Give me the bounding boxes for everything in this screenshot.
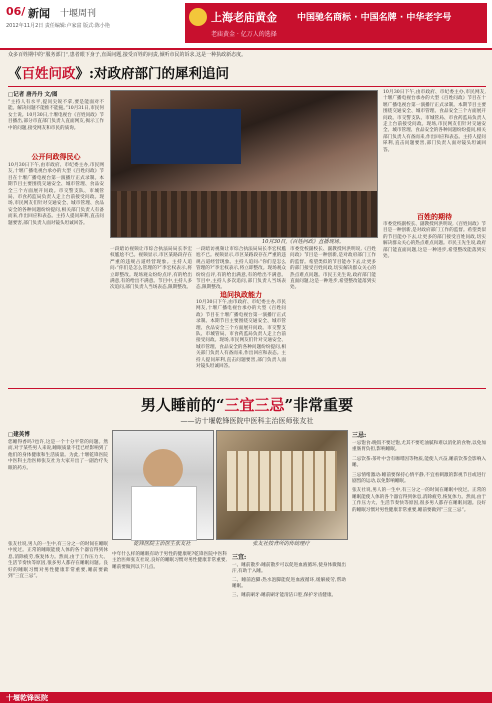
article1-lead: “主持人有水平,提问尖锐不拿,要是能面对不能。解决问题不能推不能拖。”10月31日,市民何女士说。10月30日,十堰电视台《百姓问政》节目播出,部分市直部门负责人直面网友,揭示工作中的问题,接受网友和市民的质询。: [8, 100, 104, 131]
health-subtitle: ——访十堰乾锋医院中医科主治医师张友社: [180, 417, 314, 425]
ji-title: 三忌:: [352, 432, 367, 439]
yi-item-1: 一、睡前散步:睡前散步可以促进血液循环,使身体微微出汗,有助于入睡。: [232, 563, 346, 575]
yi-item-3: 三、睡前刷牙:睡前刷牙能清洁口腔,保护牙齿健康。: [232, 592, 337, 598]
ad-slogan: 中国驰名商标 · 中国名牌 · 中华老字号: [297, 13, 452, 23]
reporter-byline: □记者 唐丹丹 文/图: [8, 92, 58, 98]
headline-rules: 三宜三忌: [224, 396, 285, 414]
audience: [111, 191, 377, 237]
ji-extra: 张友社说,男人的一生中,有三分之一的时间在睡眠中度过。正常的睡眠能使人体的各个器官得到休息,消除疲劳,恢复体力。然而,由于工作压力大、生活节奏快等原因,很多男人都存在睡眠问题。良好的睡眠习惯对男性健康非常重要,睡前要做到“三宜三忌”。: [352, 488, 486, 513]
section-name: 新闻: [28, 7, 50, 20]
doctor-caption: 乾锋医院主治医生张友社: [133, 541, 191, 547]
article1-col4: 市委党校副校长、副教授何洪明说,《百姓问政》节目是一种创新,是对政府部门工作的监督。希望类似的节目能办下去,让更多的部门接受百姓问政,切实解决群众关心的热点难点问题。市民王先生说,政府部门能直面问题,这是一种进步,希望整改能落到实处。: [290, 247, 376, 291]
article1-col5: 10月30日下午,由市政府、市纪委主办,市民网友,十堰广播电视台承办的大型《百姓问政》节目在十堰广播电视台第一演播厅正式录制。本期节目主要围绕交通安全、城市管理、食品安全三个方面展开问政。市交警支队、市城管局、市食药监局负责人走上台前接受问政。现场,市民网友们针对交通安全、城市管理、食品安全的各种问题纷纷提问,相关部门负责人有备而来,作出回应和表态。主持人提问犀利,直击问题要害,部门负责人面对镜头坦诚回答。: [383, 90, 486, 153]
ji-item-1: 一忌饱食:晚饭不要过饱,尤其不要吃油腻和难以消化的食物,以免加重肠胃负担,影响睡眠。: [352, 441, 486, 453]
photo-caption: 10月30日,《百姓问政》直播现场。: [261, 239, 345, 245]
health-body3: 中年什么样的睡眠有助于男性的健康呢?乾锋医院中医科主治医师张友社说,良好的睡眠习惯对男性健康非常重要,睡前要做到以下几点。: [112, 552, 227, 570]
subhead-capability: 追问执政能力: [220, 290, 262, 299]
masthead: [0, 0, 492, 50]
ad-subline: 老庙黄金 · 亿万人的选择: [211, 31, 277, 38]
divider: [8, 86, 486, 87]
health-body2: 张友社说,男人的一生中,有三分之一的时间在睡眠中度过。正常的睡眠能使人体的各个器官得到休息,消除疲劳,恢复体力。然而,由于工作压力大、生活节奏快等原因,很多男人都存在睡眠问题。良好的睡眠习惯对男性健康非常重要,睡前要做到“三宜三忌”。: [8, 542, 108, 580]
therapy-caption: 张友社按背所的传统理疗: [252, 541, 310, 547]
health-headline: 男人睡前的“三宜三忌”非常重要: [140, 396, 354, 414]
page-number: 06/: [6, 5, 26, 18]
stage-screen: [131, 109, 241, 164]
footer-ad-text: 十堰乾锋医院: [6, 693, 48, 702]
article1-col3b: 10月30日下午,由市政府、市纪委主办,市民网友,十堰广播电视台承办的大型《百姓问政》节目在十堰广播电视台第一演播厅正式录制。本期节目主要围绕交通安全、城市管理、食品安全三个方面展开问政。市交警支队、市城管局、市食药监局负责人走上台前接受问政。现场,市民网友们针对交通安全、城市管理、食品安全的各种问题纷纷提问,相关部门负责人有备而来,作出回应和表态。主持人提问犀利,直击问题要害,部门负责人面对镜头坦诚回答。: [196, 300, 286, 370]
ji-item-3: 三忌情绪激动:睡前要保持心情平静,不宜看刺激的影视节目或进行剧烈的运动,以免影响睡眠。: [352, 472, 486, 485]
ji-item-2: 二忌饮茶:茶叶中含有咖啡因等物质,能使人兴奋,睡前饮茶会影响入睡。: [352, 456, 486, 469]
doctor-figure: [143, 449, 183, 489]
doctor-photo: [112, 430, 214, 540]
yi-item-2: 二、睡前泡脚:热水泡脚能促进血液循环,缓解疲劳,帮助睡眠。: [232, 577, 346, 590]
article1-col5b: 市委党校副校长、副教授何洪明说,《百姓问政》节目是一种创新,是对政府部门工作的监督。希望类似的节目能办下去,让更多的部门接受百姓问政,切实解决群众关心的热点难点问题。市民王先生说,政府部门能直面问题,这是一种进步,希望整改能落到实处。: [383, 222, 486, 260]
article1-body1: 10月30日下午,由市政府、市纪委主办,市民网友,十堰广播电视台承办的大型《百姓问政》节目在十堰广播电视台第一演播厅正式录制。本期节目主要围绕交通安全、城市管理、食品安全三个方面展开问政。市交警支队、市城管局、市食药监局负责人走上台前接受问政。现场,市民网友们针对交通安全、城市管理、食品安全的各种问题纷纷提问,相关部门负责人有备而来,作出回应和表态。主持人提问犀利,直击问题要害,部门负责人面对镜头坦诚回答。: [8, 163, 104, 226]
article1-col2: 一段暗访视频让市综合执法局局长李宏权尴尬不已。视频显示,市区某路段存在严重的违规占道经营现象。主持人追问:“你们是怎么管理的?”李宏权表示,将立即整改。现场观众纷纷点评,有的给出满意,有的给出不满意。节目中,主持人多次追问,部门负责人当场表态,限期整改。: [110, 247, 192, 291]
ji-section: [352, 430, 486, 608]
divider-2: [8, 388, 486, 389]
health-body1: 您睡得香吗?也许,这是一个十分平常的问题。然而,对于某些男人来说,睡眠质量不佳已经影响到了他们的身体健康和生活质量。为此,十堰乾锋医院中医科主治医师张友社为大家开出了一副治疗失眠的药方。: [8, 440, 108, 471]
footer-ad: [0, 692, 492, 703]
article-headline: 《百姓问政》:对政府部门的犀利追问: [8, 66, 229, 82]
studio-photo: [110, 90, 378, 238]
ad-brand: 上海老庙黄金: [211, 11, 277, 24]
yi-section: [232, 552, 346, 599]
subhead-public-inquiry: 公开问政得民心: [31, 152, 81, 161]
article1-col3: 一段暗访视频让市综合执法局局长李宏权尴尬不已。视频显示,市区某路段存在严重的违规占道经营现象。主持人追问:“你们是怎么管理的?”李宏权表示,将立即整改。现场观众纷纷点评,有的给出满意,有的给出不满意。节目中,主持人多次追问,部门负责人当场表态,限期整改。: [196, 247, 286, 291]
therapy-photo: [216, 430, 348, 540]
issue-line: 2012年11月2日 责任编辑:卢家富 版式:陈小艳: [6, 23, 110, 29]
ad-banner: [185, 3, 487, 43]
yi-title: 三宜:: [232, 554, 247, 561]
headline-program: 百姓问政: [21, 66, 76, 82]
subhead-expectation: 百姓的期待: [417, 212, 452, 221]
ad-logo-icon: [189, 8, 207, 26]
health-byline: □建英博: [8, 432, 30, 438]
article-intro: 众多百姓期中的“服务部门”,患者眼下身子,直面问题,接受百姓的问责,倾听市民的诉求,这是一种执政新态度。: [8, 52, 247, 58]
publication-name: 十堰周刊: [60, 9, 97, 19]
